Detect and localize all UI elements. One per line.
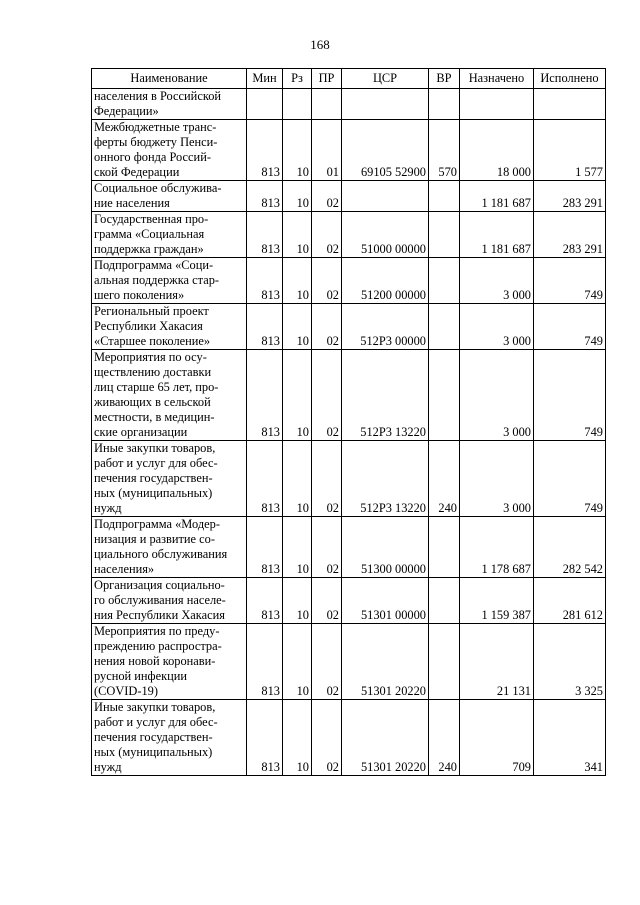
cell-name-line: населения в Российской bbox=[94, 89, 222, 103]
cell-min: 813 bbox=[247, 517, 283, 578]
cell-executed: 749 bbox=[534, 304, 606, 350]
cell-executed bbox=[534, 89, 606, 120]
cell-vr bbox=[429, 624, 460, 700]
cell-csr: 512P3 13220 bbox=[342, 350, 429, 441]
cell-name-line: Региональный проект bbox=[94, 304, 209, 318]
cell-csr: 512P3 00000 bbox=[342, 304, 429, 350]
cell-name-line: поддержка граждан» bbox=[94, 242, 204, 256]
table-body bbox=[92, 89, 606, 776]
cell-name-line: онного фонда Россий- bbox=[94, 150, 211, 164]
cell-vr bbox=[429, 350, 460, 441]
cell-name bbox=[92, 441, 247, 517]
cell-vr bbox=[429, 304, 460, 350]
table-row bbox=[92, 441, 606, 517]
cell-executed: 341 bbox=[534, 700, 606, 776]
cell-name-line: альная поддержка стар- bbox=[94, 273, 220, 287]
header-vr: ВР bbox=[429, 69, 460, 89]
cell-csr: 51301 20220 bbox=[342, 624, 429, 700]
cell-name-line: ществлению доставки bbox=[94, 365, 212, 379]
cell-name-line: Государственная про- bbox=[94, 212, 209, 226]
cell-vr bbox=[429, 578, 460, 624]
cell-csr: 51000 00000 bbox=[342, 212, 429, 258]
cell-rz: 10 bbox=[283, 517, 312, 578]
cell-pr: 02 bbox=[312, 181, 342, 212]
cell-name-line: Мероприятия по преду- bbox=[94, 624, 220, 638]
cell-assigned: 21 131 bbox=[460, 624, 534, 700]
cell-vr bbox=[429, 89, 460, 120]
cell-name-line: нужд bbox=[94, 501, 122, 515]
cell-vr: 240 bbox=[429, 700, 460, 776]
cell-assigned: 709 bbox=[460, 700, 534, 776]
cell-rz: 10 bbox=[283, 624, 312, 700]
cell-executed: 281 612 bbox=[534, 578, 606, 624]
header-csr: ЦСР bbox=[342, 69, 429, 89]
cell-name-line: Федерации» bbox=[94, 104, 159, 118]
cell-min: 813 bbox=[247, 624, 283, 700]
cell-csr: 51301 00000 bbox=[342, 578, 429, 624]
cell-pr: 01 bbox=[312, 120, 342, 181]
cell-name-line: преждению распростра- bbox=[94, 639, 222, 653]
cell-min: 813 bbox=[247, 120, 283, 181]
cell-assigned: 1 181 687 bbox=[460, 181, 534, 212]
cell-name-line: русной инфекции bbox=[94, 669, 187, 683]
cell-pr bbox=[312, 89, 342, 120]
cell-rz: 10 bbox=[283, 578, 312, 624]
cell-name-line: работ и услуг для обес- bbox=[94, 456, 218, 470]
cell-name bbox=[92, 181, 247, 212]
cell-min: 813 bbox=[247, 350, 283, 441]
cell-pr: 02 bbox=[312, 212, 342, 258]
cell-assigned: 3 000 bbox=[460, 350, 534, 441]
cell-assigned: 3 000 bbox=[460, 441, 534, 517]
cell-min: 813 bbox=[247, 212, 283, 258]
cell-vr: 240 bbox=[429, 441, 460, 517]
cell-executed: 283 291 bbox=[534, 212, 606, 258]
cell-csr: 51200 00000 bbox=[342, 258, 429, 304]
cell-vr bbox=[429, 258, 460, 304]
cell-min: 813 bbox=[247, 441, 283, 517]
table-row bbox=[92, 181, 606, 212]
cell-min: 813 bbox=[247, 700, 283, 776]
cell-name-line: лиц старше 65 лет, про- bbox=[94, 380, 219, 394]
cell-assigned: 18 000 bbox=[460, 120, 534, 181]
cell-rz: 10 bbox=[283, 350, 312, 441]
cell-name-line: Республики Хакасия bbox=[94, 319, 203, 333]
cell-rz: 10 bbox=[283, 304, 312, 350]
cell-name-line: Иные закупки товаров, bbox=[94, 700, 216, 714]
table-row bbox=[92, 120, 606, 181]
cell-name-line: Подпрограмма «Модер- bbox=[94, 517, 220, 531]
cell-rz: 10 bbox=[283, 441, 312, 517]
header-assigned: Назначено bbox=[460, 69, 534, 89]
budget-table bbox=[91, 68, 606, 776]
cell-name-line: Межбюджетные транс- bbox=[94, 120, 217, 134]
cell-assigned: 1 178 687 bbox=[460, 517, 534, 578]
cell-name-line: нения новой коронави- bbox=[94, 654, 216, 668]
header-executed: Исполнено bbox=[534, 69, 606, 89]
cell-name bbox=[92, 258, 247, 304]
cell-name-line: ных (муниципальных) bbox=[94, 486, 213, 500]
table-row bbox=[92, 304, 606, 350]
cell-rz: 10 bbox=[283, 212, 312, 258]
cell-assigned: 1 181 687 bbox=[460, 212, 534, 258]
table-row bbox=[92, 578, 606, 624]
cell-pr: 02 bbox=[312, 350, 342, 441]
cell-name-line: шего поколения» bbox=[94, 288, 185, 302]
cell-rz bbox=[283, 89, 312, 120]
cell-name bbox=[92, 120, 247, 181]
cell-rz: 10 bbox=[283, 700, 312, 776]
cell-rz: 10 bbox=[283, 258, 312, 304]
cell-name bbox=[92, 700, 247, 776]
cell-min bbox=[247, 89, 283, 120]
cell-name-line: циального обслуживания bbox=[94, 547, 228, 561]
cell-pr: 02 bbox=[312, 441, 342, 517]
cell-name bbox=[92, 350, 247, 441]
cell-rz: 10 bbox=[283, 181, 312, 212]
cell-assigned: 3 000 bbox=[460, 304, 534, 350]
cell-executed: 1 577 bbox=[534, 120, 606, 181]
cell-vr bbox=[429, 517, 460, 578]
cell-pr: 02 bbox=[312, 304, 342, 350]
cell-assigned: 1 159 387 bbox=[460, 578, 534, 624]
cell-name-line: «Старшее поколение» bbox=[94, 334, 211, 348]
cell-pr: 02 bbox=[312, 258, 342, 304]
table-row bbox=[92, 624, 606, 700]
cell-min: 813 bbox=[247, 304, 283, 350]
cell-name bbox=[92, 517, 247, 578]
table-row bbox=[92, 212, 606, 258]
table-row bbox=[92, 89, 606, 120]
cell-name-line: го обслуживания населе- bbox=[94, 593, 226, 607]
cell-csr: 51301 20220 bbox=[342, 700, 429, 776]
page-number: 168 bbox=[310, 37, 330, 52]
cell-name-line: Подпрограмма «Соци- bbox=[94, 258, 214, 272]
cell-csr: 51300 00000 bbox=[342, 517, 429, 578]
cell-rz: 10 bbox=[283, 120, 312, 181]
cell-name-line: работ и услуг для обес- bbox=[94, 715, 218, 729]
cell-executed: 749 bbox=[534, 350, 606, 441]
cell-pr: 02 bbox=[312, 578, 342, 624]
cell-name-line: ние населения bbox=[94, 196, 170, 210]
cell-assigned: 3 000 bbox=[460, 258, 534, 304]
cell-executed: 749 bbox=[534, 441, 606, 517]
cell-name-line: Мероприятия по осу- bbox=[94, 350, 207, 364]
cell-name-line: грамма «Социальная bbox=[94, 227, 205, 241]
cell-name-line: низация и развитие со- bbox=[94, 532, 215, 546]
cell-csr: 69105 52900 bbox=[342, 120, 429, 181]
cell-min: 813 bbox=[247, 258, 283, 304]
cell-name bbox=[92, 624, 247, 700]
cell-vr bbox=[429, 181, 460, 212]
cell-pr: 02 bbox=[312, 700, 342, 776]
cell-pr: 02 bbox=[312, 517, 342, 578]
table-row bbox=[92, 350, 606, 441]
cell-name-line: (COVID-19) bbox=[94, 684, 159, 698]
cell-name bbox=[92, 89, 247, 120]
cell-name-line: ния Республики Хакасия bbox=[94, 608, 225, 622]
header-pr: ПР bbox=[312, 69, 342, 89]
cell-name-line: живающих в сельской bbox=[94, 395, 211, 409]
cell-name bbox=[92, 304, 247, 350]
header-min: Мин bbox=[247, 69, 283, 89]
cell-executed: 282 542 bbox=[534, 517, 606, 578]
cell-name-line: Социальное обслужива- bbox=[94, 181, 222, 195]
cell-min: 813 bbox=[247, 181, 283, 212]
cell-executed: 283 291 bbox=[534, 181, 606, 212]
header-rz: Рз bbox=[283, 69, 312, 89]
table-row bbox=[92, 517, 606, 578]
cell-name-line: печения государствен- bbox=[94, 730, 213, 744]
cell-assigned bbox=[460, 89, 534, 120]
cell-name-line: Организация социально- bbox=[94, 578, 225, 592]
cell-csr bbox=[342, 181, 429, 212]
cell-name-line: местности, в медицин- bbox=[94, 410, 215, 424]
cell-vr bbox=[429, 212, 460, 258]
cell-name-line: печения государствен- bbox=[94, 471, 213, 485]
header-name: Наименование bbox=[92, 69, 247, 89]
table-header-row bbox=[92, 69, 606, 89]
table-row bbox=[92, 258, 606, 304]
cell-executed: 749 bbox=[534, 258, 606, 304]
cell-name-line: ской Федерации bbox=[94, 165, 180, 179]
cell-name-line: ферты бюджету Пенси- bbox=[94, 135, 218, 149]
cell-name-line: ские организации bbox=[94, 425, 188, 439]
cell-name-line: Иные закупки товаров, bbox=[94, 441, 216, 455]
cell-csr: 512P3 13220 bbox=[342, 441, 429, 517]
cell-name-line: нужд bbox=[94, 760, 122, 774]
cell-vr: 570 bbox=[429, 120, 460, 181]
cell-min: 813 bbox=[247, 578, 283, 624]
cell-csr bbox=[342, 89, 429, 120]
cell-pr: 02 bbox=[312, 624, 342, 700]
cell-name bbox=[92, 212, 247, 258]
cell-executed: 3 325 bbox=[534, 624, 606, 700]
cell-name-line: ных (муниципальных) bbox=[94, 745, 213, 759]
cell-name-line: населения» bbox=[94, 562, 155, 576]
table-row bbox=[92, 700, 606, 776]
cell-name bbox=[92, 578, 247, 624]
